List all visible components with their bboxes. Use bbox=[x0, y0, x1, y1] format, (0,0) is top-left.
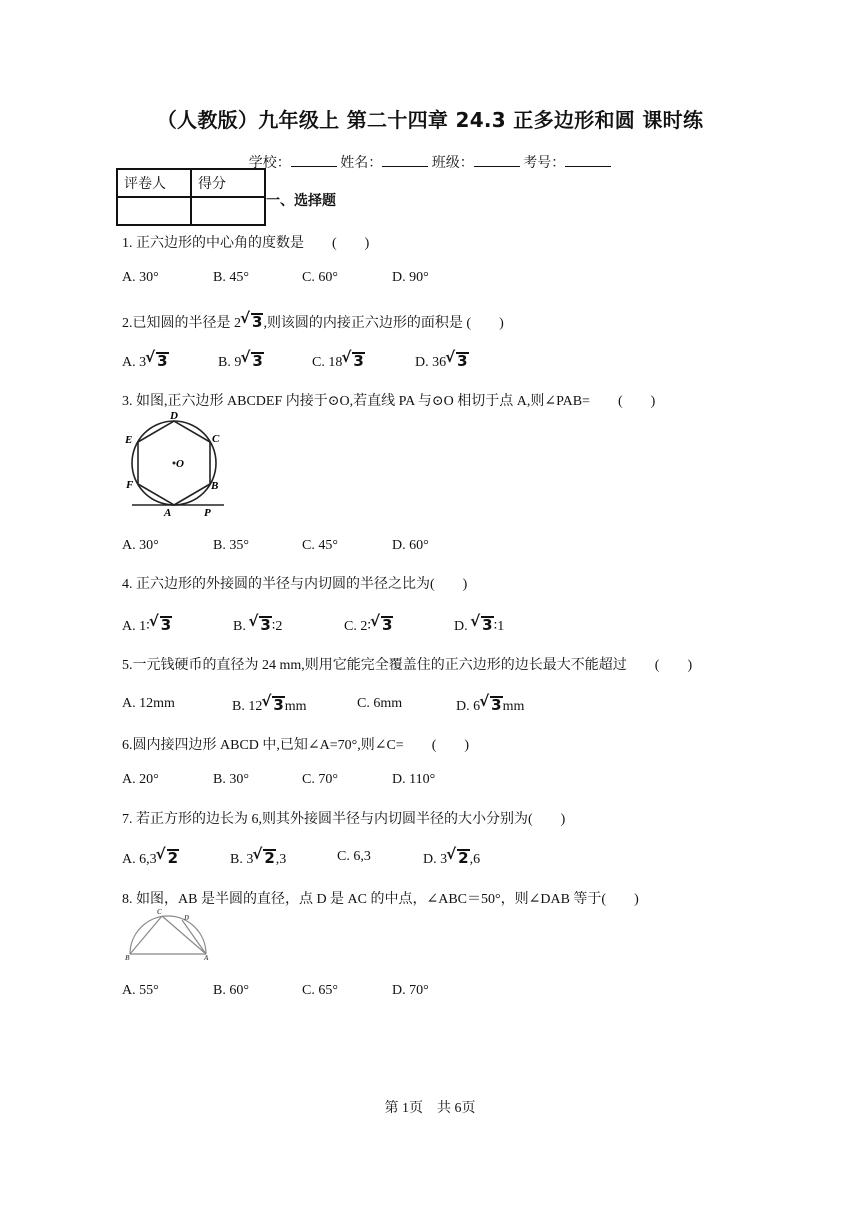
label-d: D bbox=[170, 410, 178, 422]
label-d: D bbox=[184, 914, 190, 922]
q4-option-b: B. √ 3∶2 bbox=[233, 616, 282, 635]
grader-cell bbox=[117, 197, 191, 225]
q7-option-d: D. 3√ 2,6 bbox=[423, 849, 480, 868]
q1-option-a: A. 30° bbox=[122, 270, 159, 285]
q5-option-d: D. 6√ 3mm bbox=[456, 696, 524, 715]
class-label: 班级： bbox=[431, 156, 474, 171]
label-a: A bbox=[204, 954, 209, 960]
q2-option-c: C. 18√ 3 bbox=[312, 352, 365, 371]
label-o: O bbox=[176, 458, 184, 470]
q6-option-a: A. 20° bbox=[122, 772, 159, 787]
class-blank bbox=[474, 154, 520, 167]
page-title: （人教版）九年级上 第二十四章 24.3 正多边形和圆 课时练 bbox=[156, 108, 704, 132]
q8-option-d: D. 70° bbox=[392, 983, 429, 998]
hexagon-in-circle-figure bbox=[118, 408, 230, 518]
q4-option-d: D. √ 3∶1 bbox=[454, 616, 504, 635]
q2-option-b: B. 9√ 3 bbox=[218, 352, 264, 371]
q3-option-a: A. 30° bbox=[122, 538, 159, 553]
label-b: B bbox=[125, 954, 130, 960]
question-6: 6.圆内接四边形 ABCD 中,已知∠A=70°,则∠C= ( ) bbox=[122, 738, 470, 753]
q5-option-a: A. 12mm bbox=[122, 696, 175, 711]
q7-option-b: B. 3√ 2,3 bbox=[230, 849, 286, 868]
score-table bbox=[116, 168, 266, 226]
q4-option-a: A. 1∶√ 3 bbox=[122, 616, 172, 635]
q5-option-c: C. 6mm bbox=[357, 696, 403, 711]
label-f: F bbox=[126, 479, 134, 491]
q8-option-a: A. 55° bbox=[122, 983, 159, 998]
q6-option-d: D. 110° bbox=[392, 772, 436, 787]
name-label: 姓名： bbox=[340, 156, 383, 171]
semicircle-figure bbox=[122, 906, 214, 960]
exam-no-label: 考号： bbox=[523, 156, 566, 171]
question-5: 5.一元钱硬币的直径为 24 mm,则用它能完全覆盖住的正六边形的边长最大不能超过 ( ) bbox=[122, 658, 693, 673]
school-label: 学校： bbox=[248, 156, 291, 171]
school-blank bbox=[291, 154, 337, 167]
q6-option-b: B. 30° bbox=[213, 772, 249, 787]
label-c: C bbox=[157, 908, 162, 916]
q1-option-b: B. 45° bbox=[213, 270, 249, 285]
exam-no-blank bbox=[565, 154, 611, 167]
q3-option-d: D. 60° bbox=[392, 538, 429, 553]
q6-option-c: C. 70° bbox=[302, 772, 338, 787]
question-7: 7. 若正方形的边长为 6,则其外接圆半径与内切圆半径的大小分别为( ) bbox=[122, 812, 566, 827]
q2-option-a: A. 3√ 3 bbox=[122, 352, 169, 371]
q1-option-c: C. 60° bbox=[302, 270, 338, 285]
q1-option-d: D. 90° bbox=[392, 270, 429, 285]
label-a: A bbox=[164, 507, 172, 518]
label-b: B bbox=[211, 480, 219, 492]
q3-option-b: B. 35° bbox=[213, 538, 249, 553]
score-header: 得分 bbox=[191, 169, 265, 197]
sqrt-symbol: √ 3 bbox=[241, 313, 263, 331]
question-8: 8. 如图，AB 是半圆的直径，点 D 是 AC 的中点，∠ABC＝50°，则∠DAB 等于( ) bbox=[122, 892, 639, 907]
question-1: 1. 正六边形的中心角的度数是 ( ) bbox=[122, 236, 370, 251]
q3-option-c: C. 45° bbox=[302, 538, 338, 553]
page-footer: 第 1页 共 6页 bbox=[384, 1101, 476, 1116]
question-4: 4. 正六边形的外接圆的半径与内切圆的半径之比为( ) bbox=[122, 577, 468, 592]
q2-option-d: D. 36√ 3 bbox=[415, 352, 469, 371]
score-cell bbox=[191, 197, 265, 225]
question-2 bbox=[122, 312, 504, 332]
label-e: E bbox=[125, 434, 133, 446]
q7-option-a: A. 6,3√ 2 bbox=[122, 849, 179, 868]
q4-option-c: C. 2∶√ 3 bbox=[344, 616, 393, 635]
label-p: P bbox=[204, 507, 211, 518]
section-heading: 一、选择题 bbox=[266, 193, 336, 209]
question-3: 3. 如图,正六边形 ABCDEF 内接于⊙O,若直线 PA 与⊙O 相切于点 A,则∠PAB= ( ) bbox=[122, 394, 656, 409]
q8-option-b: B. 60° bbox=[213, 983, 249, 998]
grader-header: 评卷人 bbox=[117, 169, 191, 197]
q2-text-start: 2.已知圆的半径是 2 bbox=[122, 316, 241, 331]
q5-option-b: B. 12√ 3mm bbox=[232, 696, 307, 715]
q7-option-c: C. 6,3 bbox=[337, 849, 371, 864]
label-c: C bbox=[212, 433, 220, 445]
name-blank bbox=[382, 154, 428, 167]
q2-text-end: ,则该圆的内接正六边形的面积是 ( ) bbox=[263, 316, 504, 331]
q8-option-c: C. 65° bbox=[302, 983, 338, 998]
